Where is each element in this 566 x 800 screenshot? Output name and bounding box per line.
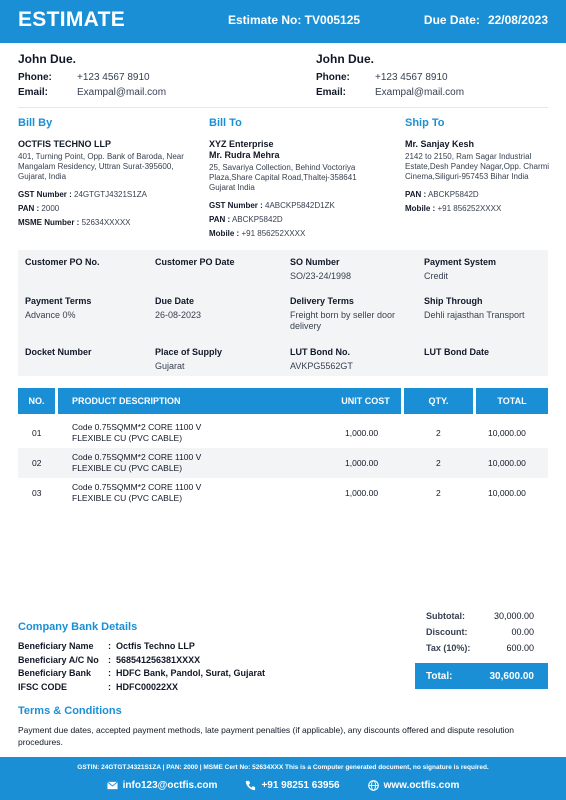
bank-value: 568541256381XXXX [116,654,201,665]
grand-total-label: Total: [426,670,453,682]
header-bar [0,0,566,43]
row-no: 02 [32,458,42,468]
bill-to-address: 25, Savariya Collection, Behind Voctoriya Plaza,Share Capital Road,Thaltej-358641 Gujarat India [209,163,357,192]
contact-right [316,52,536,100]
table-row [18,448,548,478]
row-total: 10,000.00 [488,488,526,498]
terms-section [18,705,548,748]
ship-to [405,117,555,216]
lut-bond-no: LUT Bond No. AVKPG5562GT [290,347,353,371]
col-description: PRODUCT DESCRIPTION [58,388,344,414]
tax-row: Tax (10%): 600.00 [426,643,534,653]
lut-bond-date: LUT Bond Date [424,347,489,357]
footer-phone[interactable] [245,780,339,791]
bank-label: Beneficiary Name [18,641,94,651]
document-title: ESTIMATE [18,8,126,31]
table-row [18,478,548,508]
footer-website-text[interactable]: www.octfis.com [383,780,460,791]
bank-label: IFSC CODE [18,681,68,692]
bank-label: Beneficiary Bank [18,668,92,678]
col-no: NO. [18,388,55,414]
bill-to-org: XYZ Enterprise [209,139,274,149]
colon-separator: : [108,641,111,651]
footer-contacts [0,780,566,791]
items-table-header [18,388,548,414]
bill-by-msme: MSME Number : 52634XXXXX [18,218,131,227]
divider [18,107,548,108]
colon-separator: : [108,668,111,678]
row-qty: 2 [436,488,441,498]
ship-through: Ship Through Dehli rajasthan Transport [424,296,525,320]
email-value[interactable]: Exampal@mail.com [77,87,167,98]
mail-icon [107,780,118,791]
contact-name: John Due. [316,52,375,66]
subtotal-row: Subtotal: 30,000.00 [426,611,534,621]
footer-phone-text[interactable]: +91 98251 63956 [261,780,340,791]
terms-heading: Terms & Conditions [18,705,122,717]
contact-name: John Due. [18,52,77,66]
row-description: Code 0.75SQMM*2 CORE 1100 V FLEXIBLE CU (PVC CABLE) [72,452,202,473]
row-description: Code 0.75SQMM*2 CORE 1100 V FLEXIBLE CU (PVC CABLE) [72,482,202,503]
email-label: Email: [18,87,49,98]
discount-row: Discount: 00.00 [426,627,534,637]
row-unit-cost: 1,000.00 [345,458,379,468]
bank-heading: Company Bank Details [18,621,138,633]
ship-to-address: 2142 to 2150, Ram Sagar Industrial Estate,Desh Pandey Nagar,Opp. Charmi Cinema,Siliguri-957453 Bihar India [405,152,550,181]
row-qty: 2 [436,428,441,438]
col-total: TOTAL [476,388,548,414]
phone-icon [245,780,256,791]
terms-body: Payment due dates, accepted payment methods, late payment penalties (if applicable), any discounts offered and dispute resolution procedures. [18,725,514,747]
so-number: SO Number SO/23-24/1998 [290,257,352,281]
row-total: 10,000.00 [488,428,526,438]
due-date-value: 22/08/2023 [487,13,548,27]
bank-details [18,621,265,694]
row-no: 03 [32,488,42,498]
footer-email-text[interactable]: info123@octfis.com [122,780,218,791]
bank-value: HDFC00022XX [116,681,179,692]
bill-by-gst: GST Number : 24GTGTJ4321S1ZA [18,190,147,199]
delivery-terms: Delivery Terms Freight born by seller door delivery [290,296,396,331]
bank-label: Beneficiary A/C No [18,654,99,665]
row-no: 01 [32,428,42,438]
bill-by-pan: PAN : 2000 [18,204,60,213]
bill-to-pan: PAN : ABCKP5842D [209,215,283,224]
row-unit-cost: 1,000.00 [345,428,379,438]
ship-to-pan: PAN : ABCKP5842D [405,190,479,199]
globe-icon [368,780,379,791]
col-qty: QTY. [404,388,473,414]
bill-by-heading: Bill By [18,117,53,129]
email-label: Email: [316,87,347,98]
grand-total [415,663,548,689]
customer-po-no: Customer PO No. [25,257,100,267]
footer-email[interactable] [107,780,218,791]
phone-label: Phone: [316,72,350,83]
colon-separator: : [108,654,111,665]
bank-value: HDFC Bank, Pandol, Surat, Gujarat [116,668,266,678]
phone-value: +123 4567 8910 [77,72,150,83]
footer-legal-line: GSTIN: 24GTGTJ4321S1ZA | PAN: 2000 | MSME Cert No: 52634XXX This is a Computer generated document, no signature is required. [77,764,489,771]
phone-label: Phone: [18,72,52,83]
bill-by [18,117,188,230]
ship-to-person: Mr. Sanjay Kesh [405,139,475,149]
bill-to [209,117,379,241]
bank-value: Octfis Techno LLP [116,641,195,651]
row-total: 10,000.00 [488,458,526,468]
bill-by-address: 401, Turning Point, Opp. Bank of Baroda, Near Mangalam Residency, Uttran Surat-395600, Gujarat, India [18,152,184,181]
colon-separator: : [108,681,111,692]
place-of-supply: Place of Supply Gujarat [155,347,223,371]
due-date-label: Due Date: [423,13,480,27]
estimate-number: Estimate No: TV005125 [228,13,361,27]
footer-website[interactable] [368,780,460,791]
info-due-date: Due Date 26-08-2023 [155,296,202,320]
payment-system: Payment System Credit [424,257,497,281]
row-unit-cost: 1,000.00 [345,488,379,498]
ship-to-heading: Ship To [405,117,445,129]
bill-to-mobile: Mobile : +91 856252XXXX [209,229,306,238]
payment-terms: Payment Terms Advance 0% [25,296,92,320]
order-info-panel [18,250,548,376]
contact-left [18,52,238,100]
grand-total-value: 30,600.00 [489,670,534,682]
bill-to-heading: Bill To [209,117,242,129]
due-date [424,13,548,27]
ship-to-mobile: Mobile : +91 856252XXXX [405,204,502,213]
row-description: Code 0.75SQMM*2 CORE 1100 V FLEXIBLE CU (PVC CABLE) [72,422,202,443]
totals-summary [415,608,548,656]
bill-to-person: Mr. Rudra Mehra [209,150,280,160]
docket-number: Docket Number [25,347,92,357]
row-qty: 2 [436,458,441,468]
bill-by-org: OCTFIS TECHNO LLP [18,139,111,149]
table-row [18,418,548,448]
customer-po-date: Customer PO Date [155,257,235,267]
col-unit-cost: UNIT COST [330,388,401,414]
bill-to-gst: GST Number : 4ABCKP5842D1ZK [209,201,335,210]
footer-bar [0,757,566,800]
phone-value: +123 4567 8910 [375,72,448,83]
email-value[interactable]: Exampal@mail.com [375,87,465,98]
